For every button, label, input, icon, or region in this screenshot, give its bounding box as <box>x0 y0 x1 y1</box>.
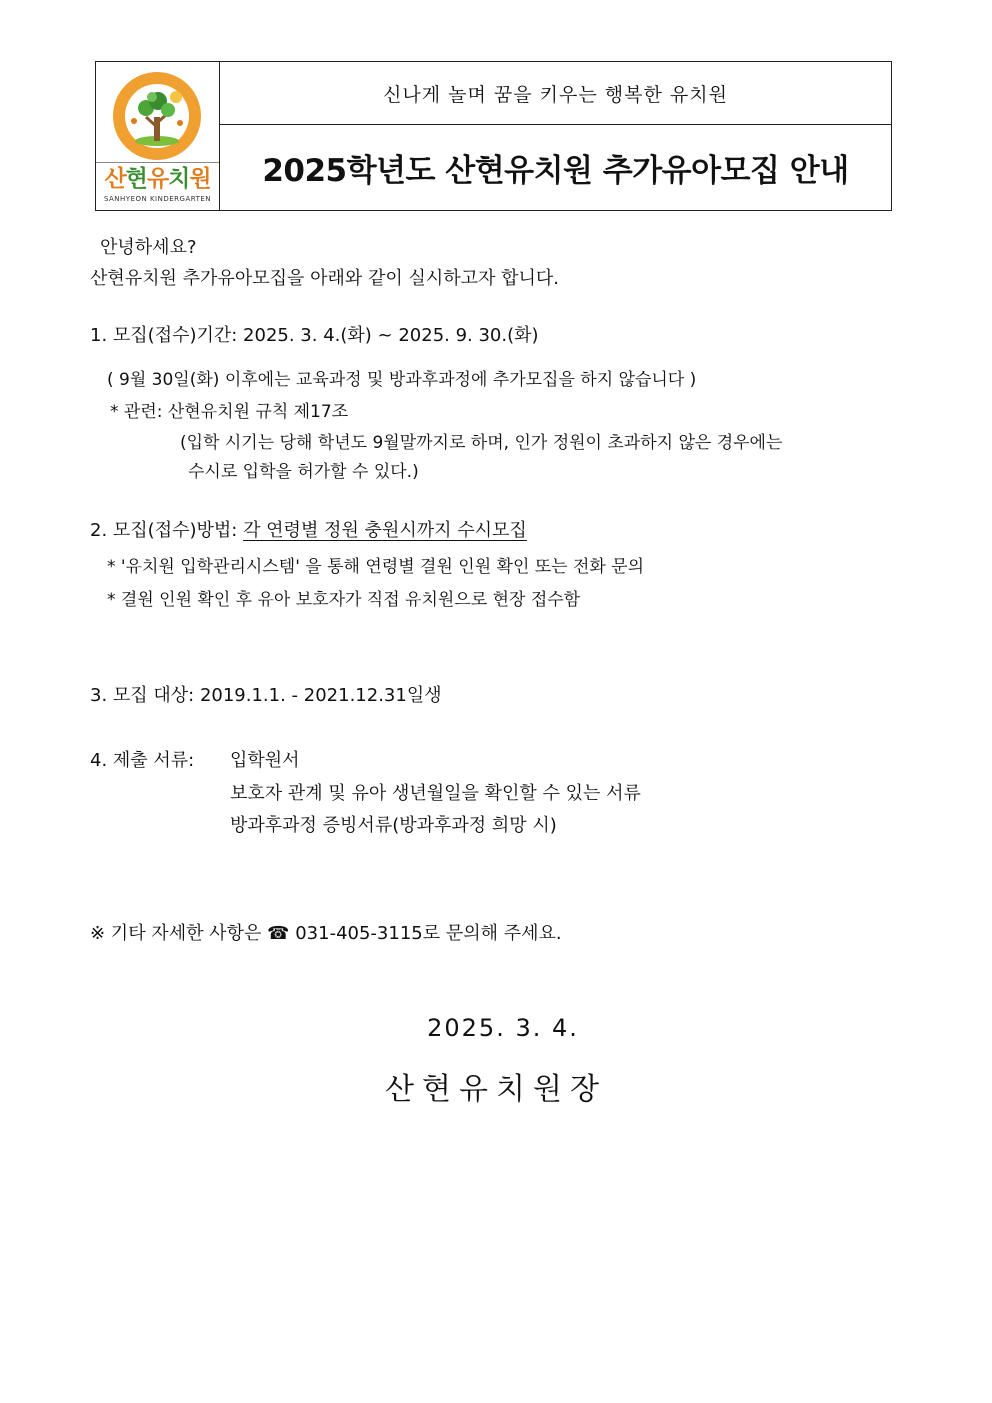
document-item-3: 방과후과정 증빙서류(방과후과정 희망 시) <box>230 815 557 836</box>
intro-text: 산현유치원 추가유아모집을 아래와 같이 실시하고자 합니다. <box>90 268 560 289</box>
document-title: 2025학년도 산현유치원 추가유아모집 안내 <box>262 153 849 189</box>
section-2-bullet-1: * '유치원 입학관리시스템' 을 통해 연령별 결원 인원 확인 또는 전화 문의 <box>107 557 645 577</box>
section-2-value: 각 연령별 정원 충원시까지 수시모집 <box>243 520 527 541</box>
signature: 산현유치원장 <box>385 1072 607 1107</box>
slogan: 신나게 놀며 꿈을 키우는 행복한 유치원 <box>220 62 891 125</box>
section-1-rule: * 관련: 산현유치원 규칙 제17조 <box>110 402 349 422</box>
greeting: 안녕하세요? <box>100 237 197 258</box>
issue-date: 2025. 3. 4. <box>427 1014 579 1042</box>
title-cell <box>220 62 891 210</box>
kindergarten-logo-icon <box>112 71 202 161</box>
section-4-label: 4. 제출 서류: <box>90 750 195 771</box>
header-table <box>95 61 892 211</box>
section-3-target: 3. 모집 대상: 2019.1.1. - 2021.12.31일생 <box>90 685 442 706</box>
section-2-bullet-2: * 결원 인원 확인 후 유아 보호자가 직접 유치원으로 현장 접수함 <box>107 590 581 610</box>
contact-info: ※ 기타 자세한 사항은 ☎ 031-405-3115로 문의해 주세요. <box>90 923 562 944</box>
logo-divider <box>96 162 219 163</box>
section-1-rule-detail-2: 수시로 입학을 허가할 수 있다.) <box>188 462 419 482</box>
section-1-rule-detail-1: (입학 시기는 당해 학년도 9월말까지로 하며, 인가 정원이 초과하지 않은 경우에는 <box>180 433 783 453</box>
section-2-label: 2. 모집(접수)방법: <box>90 520 244 541</box>
document-item-1: 입학원서 <box>230 750 300 771</box>
logo-english-name: SANHYEON KINDERGARTEN <box>103 195 212 203</box>
document-item-2: 보호자 관계 및 유아 생년월일을 확인할 수 있는 서류 <box>230 783 641 804</box>
logo-cell <box>96 62 220 210</box>
logo-name: 산현유치원 <box>104 166 211 192</box>
section-1-note: ( 9월 30일(화) 이후에는 교육과정 및 방과후과정에 추가모집을 하지 않습니다 ) <box>107 370 697 390</box>
section-1-period: 1. 모집(접수)기간: 2025. 3. 4.(화) ~ 2025. 9. 30.(화) <box>90 325 539 346</box>
section-2-method <box>90 520 527 542</box>
